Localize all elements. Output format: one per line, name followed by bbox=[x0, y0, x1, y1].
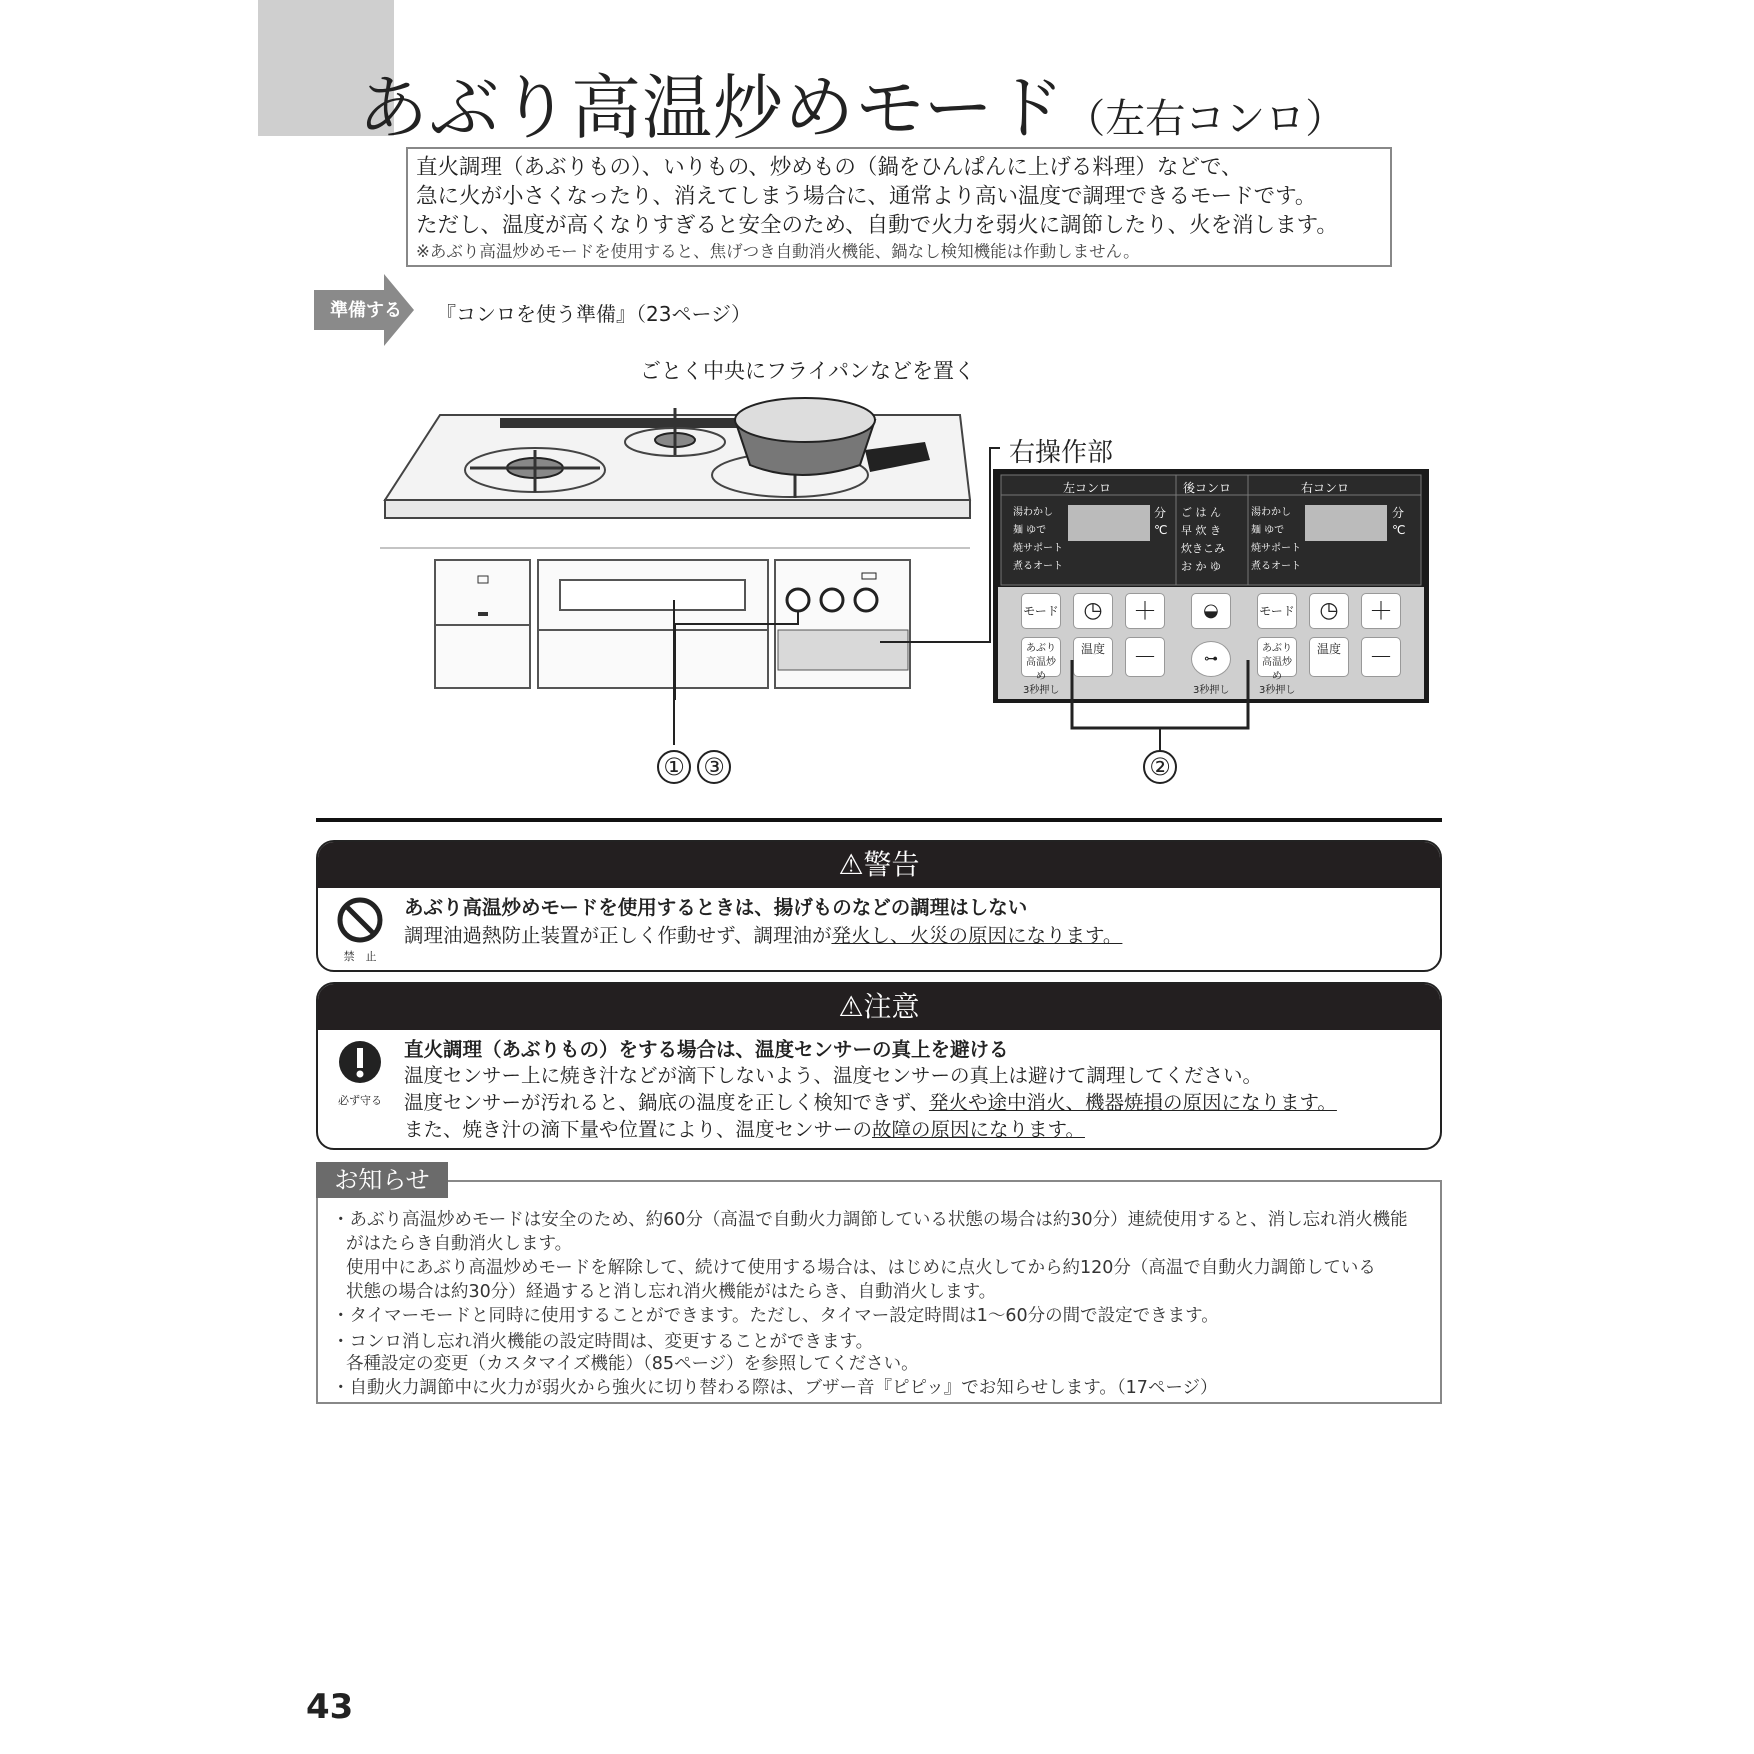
bracket-line bbox=[1060, 660, 1260, 760]
left-aburi-button[interactable]: あぶり 高温炒め bbox=[1021, 637, 1061, 677]
prohibition-icon bbox=[336, 896, 384, 944]
caution-line: また、焼き汁の滴下量や位置により、温度センサーの故障の原因になります。 bbox=[404, 1118, 1085, 1141]
warning-box bbox=[316, 840, 1442, 972]
intro-box bbox=[406, 147, 1392, 267]
caution-box bbox=[316, 982, 1442, 1150]
intro-note: ※あぶり高温炒めモードを使用すると、焦げつき自動消火機能、鍋なし検知機能は作動しません。 bbox=[416, 242, 1140, 261]
page-title: あぶり高温炒めモード（左右コンロ） bbox=[358, 67, 1346, 149]
info-line: がはたらき自動消火します。 bbox=[346, 1234, 573, 1254]
right-mode-button[interactable]: モード bbox=[1257, 593, 1297, 629]
info-line: ・あぶり高温炒めモードは安全のため、約60分（高温で自動火力調節している状態の場合は約30分）連続使用すると、消し忘れ消火機能 bbox=[332, 1210, 1408, 1230]
timer-icon: ◷ bbox=[1319, 598, 1339, 623]
info-line: 各種設定の変更（カスタマイズ機能）（85ページ）を参照してください。 bbox=[346, 1354, 919, 1374]
mandatory-icon bbox=[338, 1040, 382, 1084]
caution-line: 温度センサー上に焼き汁などが滴下しないよう、温度センサーの真上は避けて調理してください。 bbox=[404, 1064, 1263, 1087]
prep-reference-link[interactable]: 『コンロを使う準備』（23ページ） bbox=[436, 302, 752, 326]
intro-line: 急に火が小さくなったり、消えてしまう場合に、通常より高い温度で調理できるモードです。 bbox=[416, 184, 1317, 209]
caution-header: ⚠注意 bbox=[318, 984, 1440, 1030]
left-plus-button[interactable]: ＋ bbox=[1125, 593, 1165, 629]
rice-pot-icon: ◒ bbox=[1203, 600, 1219, 621]
intro-line: ただし、温度が高くなりすぎると安全のため、自動で火力を弱火に調節したり、火を消します。 bbox=[416, 213, 1338, 238]
info-box bbox=[316, 1180, 1442, 1404]
right-units: 分 ℃ bbox=[1392, 506, 1406, 537]
warning-body: 調理油過熱防止装置が正しく作動せず、調理油が発火し、火災の原因になります。 bbox=[404, 924, 1123, 947]
info-line: ・自動火力調節中に火力が弱火から強火に切り替わる際は、ブザー音『ピピッ』でお知らせします。（17ページ） bbox=[332, 1378, 1218, 1398]
info-line: 状態の場合は約30分）経過すると消し忘れ消火機能がはたらき、自動消火します。 bbox=[346, 1282, 997, 1302]
caution-line: 温度センサーが汚れると、鍋底の温度を正しく検知できず、発火や途中消火、機器焼損の原因になります。 bbox=[404, 1091, 1337, 1114]
step-number-1: ① bbox=[657, 750, 691, 784]
warning-triangle-icon: ⚠ bbox=[838, 848, 864, 881]
leader-line bbox=[660, 600, 720, 760]
caution-triangle-icon: ⚠ bbox=[838, 990, 864, 1023]
left-mode-list: 湯わかし 麺 ゆで 焼サポート 煮るオート bbox=[1013, 507, 1063, 572]
intro-line: 直火調理（あぶりもの）、いりもの、炒めもの（鍋をひんぱんに上げる料理）などで、 bbox=[416, 155, 1243, 180]
left-minus-button[interactable]: － bbox=[1125, 637, 1165, 677]
rice-button[interactable] bbox=[1191, 593, 1231, 629]
panel-right-title: 右コンロ bbox=[1301, 481, 1350, 495]
left-mode-button[interactable]: モード bbox=[1021, 593, 1061, 629]
right-aburi-button[interactable]: あぶり 高温炒め bbox=[1257, 637, 1297, 677]
info-line: ・コンロ消し忘れ消火機能の設定時間は、変更することができます。 bbox=[332, 1332, 874, 1352]
right-mode-list: 湯わかし 麺 ゆで 焼サポート 煮るオート bbox=[1251, 507, 1301, 572]
rear-mode-list: ご は ん 早 炊 き 炊きこみ お か ゆ bbox=[1181, 506, 1225, 573]
control-panel-label: 右操作部 bbox=[1009, 438, 1114, 468]
left-temp-button[interactable]: 温度 bbox=[1073, 637, 1113, 677]
page-title-suffix: （左右コンロ） bbox=[1065, 96, 1346, 142]
warning-title: あぶり高温炒めモードを使用するときは、揚げものなどの調理はしない bbox=[404, 896, 1028, 919]
section-divider bbox=[316, 818, 1442, 822]
pan-callout: ごとく中央にフライパンなどを置く bbox=[640, 359, 975, 383]
left-timer-button[interactable] bbox=[1073, 593, 1113, 629]
panel-left-title: 左コンロ bbox=[1063, 481, 1112, 495]
info-line: 使用中にあぶり高温炒めモードを解除して、続けて使用する場合は、はじめに点火してから約120分（高温で自動火力調節している bbox=[346, 1258, 1376, 1278]
warning-header: ⚠警告 bbox=[318, 842, 1440, 888]
prep-label: 準備する bbox=[330, 300, 402, 321]
left-units: 分 ℃ bbox=[1154, 506, 1168, 537]
step-number-2: ② bbox=[1143, 750, 1177, 784]
right-minus-button[interactable]: － bbox=[1361, 637, 1401, 677]
page-number: 43 bbox=[306, 1687, 354, 1727]
right-timer-button[interactable] bbox=[1309, 593, 1349, 629]
info-tab: お知らせ bbox=[316, 1162, 448, 1198]
left-press-note: 3秒押し bbox=[1023, 685, 1060, 696]
lock-press-note: 3秒押し bbox=[1193, 685, 1230, 696]
key-icon: ⊶ bbox=[1204, 651, 1218, 667]
mandatory-caption: 必ず守る bbox=[338, 1094, 382, 1107]
knob-icon bbox=[787, 589, 877, 611]
panel-rear-title: 後コンロ bbox=[1183, 481, 1232, 495]
right-plus-button[interactable]: ＋ bbox=[1361, 593, 1401, 629]
prohibition-caption: 禁 止 bbox=[343, 950, 377, 963]
caution-title: 直火調理（あぶりもの）をする場合は、温度センサーの真上を避ける bbox=[404, 1038, 1009, 1061]
step-number-3: ③ bbox=[697, 750, 731, 784]
timer-icon: ◷ bbox=[1083, 598, 1103, 623]
right-press-note: 3秒押し bbox=[1259, 685, 1296, 696]
right-temp-button[interactable]: 温度 bbox=[1309, 637, 1349, 677]
info-line: ・タイマーモードと同時に使用することができます。ただし、タイマー設定時間は1～60分の間で設定できます。 bbox=[332, 1306, 1219, 1326]
